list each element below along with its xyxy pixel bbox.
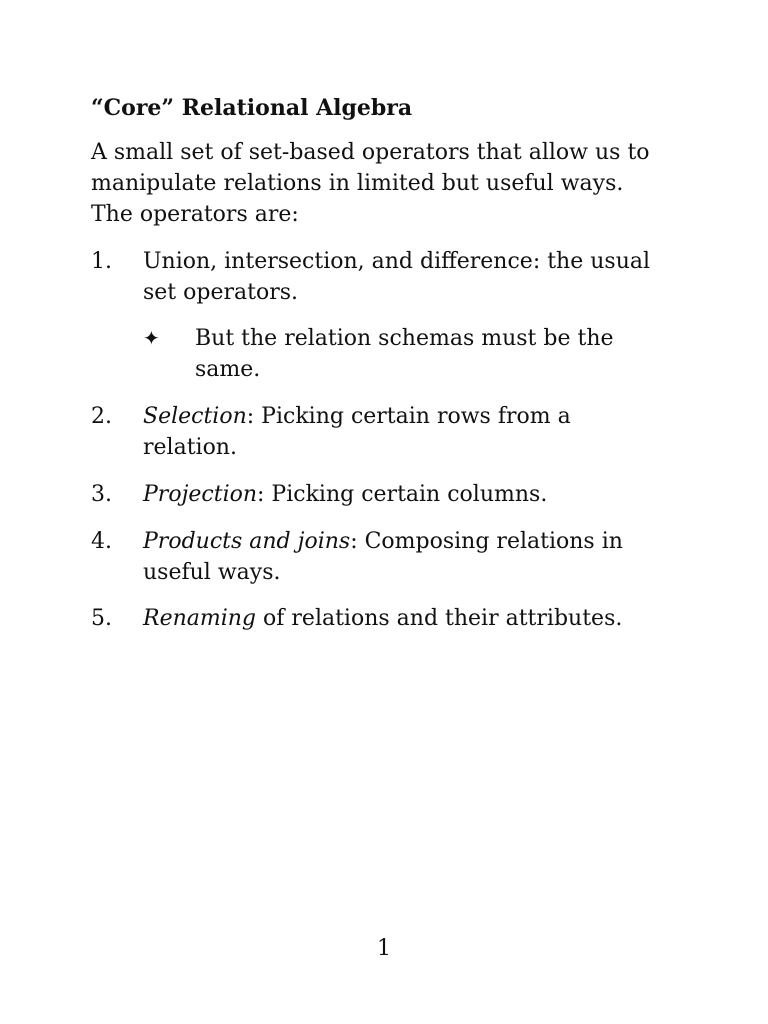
star-bullet-icon: ✦	[143, 326, 160, 350]
list-item-term: Selection	[143, 404, 247, 429]
list-item-line	[143, 526, 683, 557]
list-item-text	[143, 603, 683, 634]
intro-line: A small set of set-based operators that allow us to	[91, 140, 650, 165]
list-item-line	[143, 401, 683, 432]
list-item-line	[143, 603, 683, 634]
list-item-number: 3.	[91, 482, 112, 507]
page-title: “Core” Relational Algebra	[91, 95, 413, 121]
list-item-term: Products and joins	[143, 529, 351, 554]
list-item-term: Renaming	[143, 606, 257, 631]
list-item-number: 1.	[91, 249, 112, 274]
list-item-line: Union, intersection, and difference: the usual	[143, 249, 651, 274]
intro-line: manipulate relations in limited but useful ways.	[91, 171, 624, 196]
list-item-term: Projection	[143, 482, 258, 507]
list-item-description: : Composing relations in	[350, 529, 623, 554]
sub-list-item-line: But the relation schemas must be the	[195, 326, 614, 351]
intro-paragraph	[91, 137, 691, 230]
list-item-line: set operators.	[143, 280, 299, 305]
list-item-line: useful ways.	[143, 560, 281, 585]
list-item-line: relation.	[143, 435, 237, 460]
list-item-text	[143, 526, 683, 588]
list-item-text	[143, 479, 683, 510]
page-number: 1	[377, 936, 391, 961]
list-item-number: 5.	[91, 606, 112, 631]
list-item-description: of relations and their attributes.	[256, 606, 623, 631]
sub-list-item-text	[195, 323, 655, 385]
list-item-line	[143, 479, 683, 510]
list-item-description: : Picking certain columns.	[257, 482, 548, 507]
list-item-number: 2.	[91, 404, 112, 429]
list-item-number: 4.	[91, 529, 112, 554]
list-item-description: : Picking certain rows from a	[246, 404, 571, 429]
sub-list-item-line: same.	[195, 357, 261, 382]
list-item-text	[143, 401, 683, 463]
list-item-text	[143, 246, 683, 308]
intro-line: The operators are:	[91, 202, 299, 227]
